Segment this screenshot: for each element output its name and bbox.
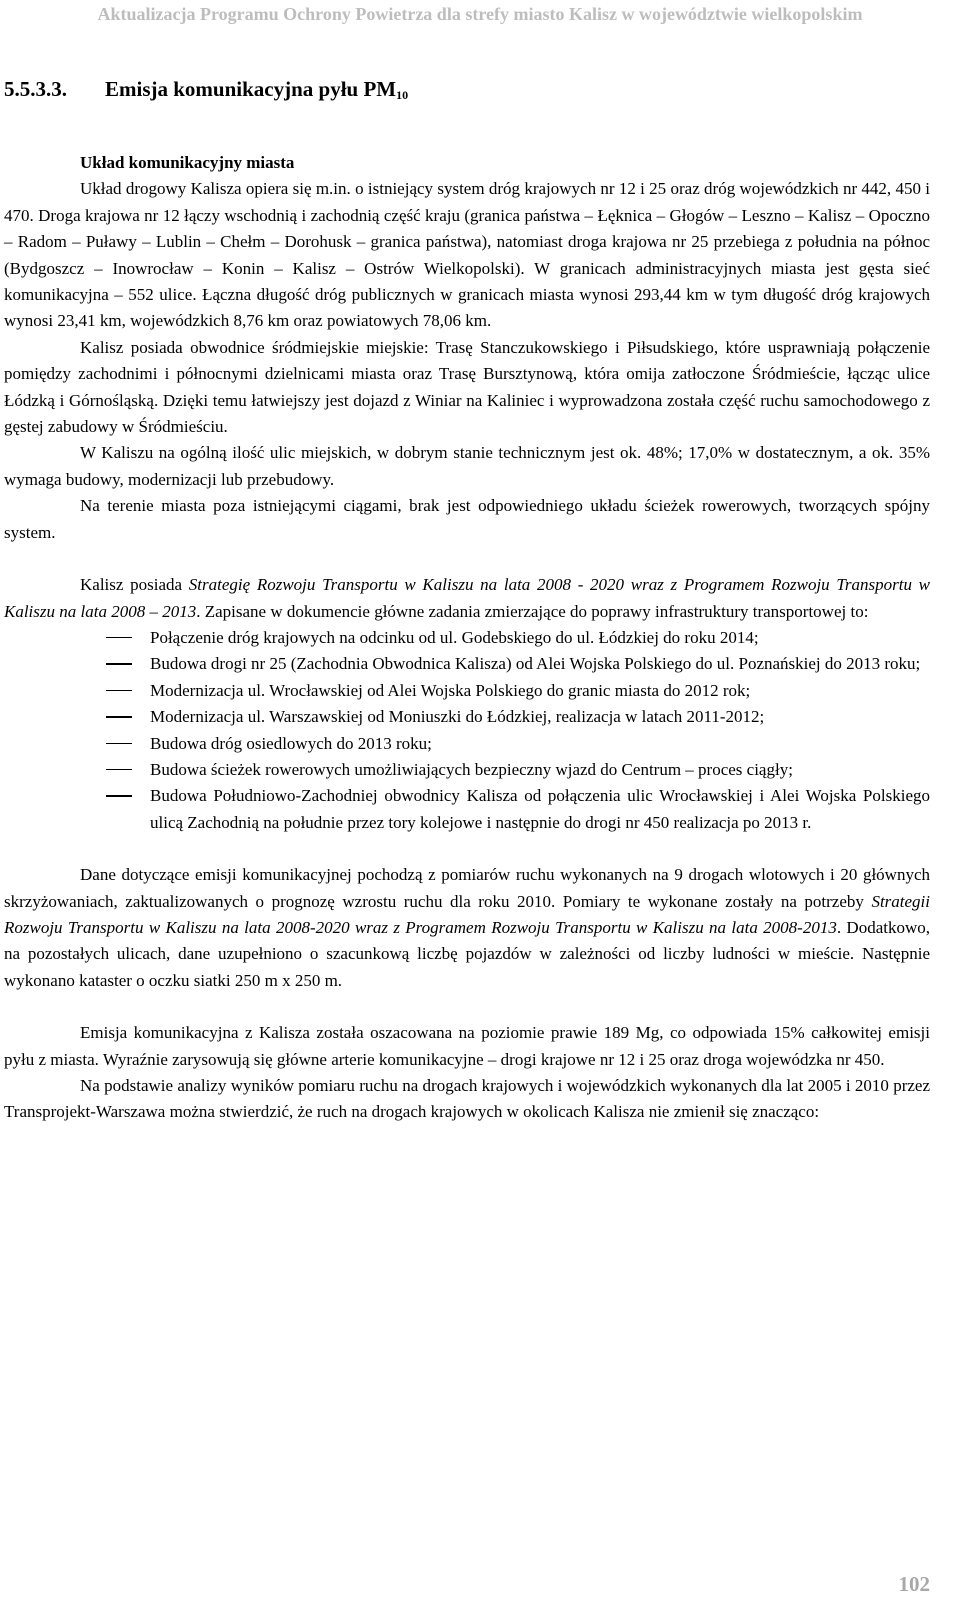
section-title-text: Emisja komunikacyjna pyłu PM (105, 77, 397, 101)
spacer (4, 836, 930, 862)
list-item (4, 704, 930, 730)
list-item-text: Połączenie dróg krajowych na odcinku od ul. Godebskiego do ul. Łódzkiej do roku 2014; (150, 627, 759, 647)
list-item (4, 731, 930, 757)
dash-bullet (106, 769, 132, 771)
list-item-text: Budowa dróg osiedlowych do 2013 roku; (150, 733, 432, 753)
spacer (4, 546, 930, 572)
paragraph-bike-paths: Na terenie miasta poza istniejącymi ciągami, brak jest odpowiedniego układu ścieżek rowerowych, tworzących spójny system. (4, 496, 930, 542)
emission-data-text-a: Dane dotyczące emisji komunikacyjnej pochodzą z pomiarów ruchu wykonanych na 9 drogach wlotowych i 20 głównych skrzyżowaniach, zaktualizowanych o prognozę wzrostu ruchu dla roku 2010. Pomiary te wykonane zostały na potrzeby (4, 865, 930, 911)
tasks-list (4, 625, 930, 836)
list-item (4, 651, 930, 677)
paragraph-road-system: Układ drogowy Kalisza opiera się m.in. o istniejący system dróg krajowych nr 12 i 25 oraz dróg wojewódzkich nr 442, 450 i 470. Droga krajowa nr 12 łączy wschodnią i zachodnią część kraju (granica państwa – Łęknica – Głogów – Leszno – Kalisz – Opoczno – Radom – Puławy – Lublin – Chełm – Dorohusk – granica państwa), natomiast droga krajowa nr 25 przebiega z południa na północ (Bydgoszcz – Inowrocław – Konin – Kalisz – Ostrów Wielkopolski). W granicach administracyjnych miasta jest gęsta sieć komunikacyjna – 552 ulice. Łączna długość dróg publicznych w granicach miasta wynosi 293,44 km w tym długość dróg krajowych wynosi 23,41 km, wojewódzkich 8,76 km oraz powiatowych 78,06 km. (4, 179, 930, 331)
list-item-text: Modernizacja ul. Warszawskiej od Moniuszki do Łódzkiej, realizacja w latach 2011-2012; (150, 707, 765, 727)
dash-bullet (106, 663, 132, 665)
subheading: Układ komunikacyjny miasta (80, 153, 295, 172)
page-number: 102 (898, 1572, 930, 1596)
list-item (4, 678, 930, 704)
spacer (4, 994, 930, 1020)
emission-data-text-b: . Dodatkowo, na pozostałych ulicach, dane uzupełniono o szacunkową liczbę pojazdów w zależności od liczby ludności w mieście. Następnie wykonano kataster o oczku siatki 250 m x 250 m. (4, 917, 930, 990)
list-item-text: Budowa Południowo-Zachodniej obwodnicy Kalisza od połączenia ulic Wrocławskiej i Alei Wojska Polskiego ulicą Zachodnią na południe przez tory kolejowe i następnie do drogi nr 450 realizacja po 2013 r. (150, 786, 930, 832)
list-item (4, 625, 930, 651)
dash-bullet (106, 743, 132, 745)
paragraph-emission-estimate: Emisja komunikacyjna z Kalisza została oszacowana na poziomie prawie 189 Mg, co odpowiada 15% całkowitej emisji pyłu z miasta. Wyraźnie zarysowują się główne arterie komunikacyjne – drogi krajowe nr 12 i 25 oraz droga wojewódzka nr 450. (4, 1023, 930, 1069)
paragraph-emission-data (4, 862, 930, 994)
paragraph-traffic-analysis: Na podstawie analizy wyników pomiaru ruchu na drogach krajowych i wojewódzkich wykonanych dla lat 2005 i 2010 przez Transprojekt-Warszawa można stwierdzić, że ruch na drogach krajowych w okolicach Kalisza nie zmienił się znacząco: (4, 1076, 930, 1122)
strategy-text-b: . Zapisane w dokumencie główne zadania zmierzające do poprawy infrastruktury transportowej to: (196, 601, 869, 621)
paragraph-strategy (4, 572, 930, 625)
running-header: Aktualizacja Programu Ochrony Powietrza dla strefy miasto Kalisz w województwie wielkopolskim (97, 4, 863, 24)
list-item (4, 783, 930, 836)
section-number: 5.5.3.3. (4, 77, 67, 101)
dash-bullet (106, 716, 132, 718)
dash-bullet (106, 690, 132, 692)
list-item (4, 757, 930, 783)
list-item-text: Budowa ścieżek rowerowych umożliwiających bezpieczny wjazd do Centrum – proces ciągły; (150, 759, 793, 779)
paragraph-bypasses: Kalisz posiada obwodnice śródmiejskie miejskie: Trasę Stanczukowskiego i Piłsudskiego, które usprawniają połączenie pomiędzy zachodnimi i północnymi dzielnicami miasta oraz Trasę Bursztynową, która omija zatłoczone Śródmieście, łącząc ulice Łódzką i Górnośląską. Dzięki temu łatwiejszy jest dojazd z Winiar na Kaliniec i wyprowadzona została część ruchu samochodowego z gęstej zabudowy w Śródmieściu. (4, 337, 930, 437)
strategy-text-a: Kalisz posiada (80, 575, 189, 595)
body-text (4, 150, 930, 1126)
paragraph-street-condition: W Kaliszu na ogólną ilość ulic miejskich, w dobrym stanie technicznym jest ok. 48%; 17,0% w dostatecznym, a ok. 35% wymaga budowy, modernizacji lub przebudowy. (4, 443, 930, 489)
section-title-subscript: 10 (396, 88, 409, 102)
dash-bullet (106, 795, 132, 797)
emission-data-italic: Strategii Rozwoju Transportu w Kaliszu na lata 2008-2020 wraz z Programem Rozwoju Transportu w Kaliszu na lata 2008-2013 (4, 891, 930, 937)
list-item-text: Budowa drogi nr 25 (Zachodnia Obwodnica Kalisza) od Alei Wojska Polskiego do ul. Poznańskiej do 2013 roku; (150, 654, 921, 674)
dash-bullet (106, 637, 132, 639)
list-item-text: Modernizacja ul. Wrocławskiej od Alei Wojska Polskiego do granic miasta do 2012 rok; (150, 680, 751, 700)
section-heading (4, 76, 924, 102)
strategy-title-italic: Strategię Rozwoju Transportu w Kaliszu na lata 2008 - 2020 wraz z Programem Rozwoju Transportu w Kaliszu na lata 2008 – 2013 (4, 575, 931, 621)
